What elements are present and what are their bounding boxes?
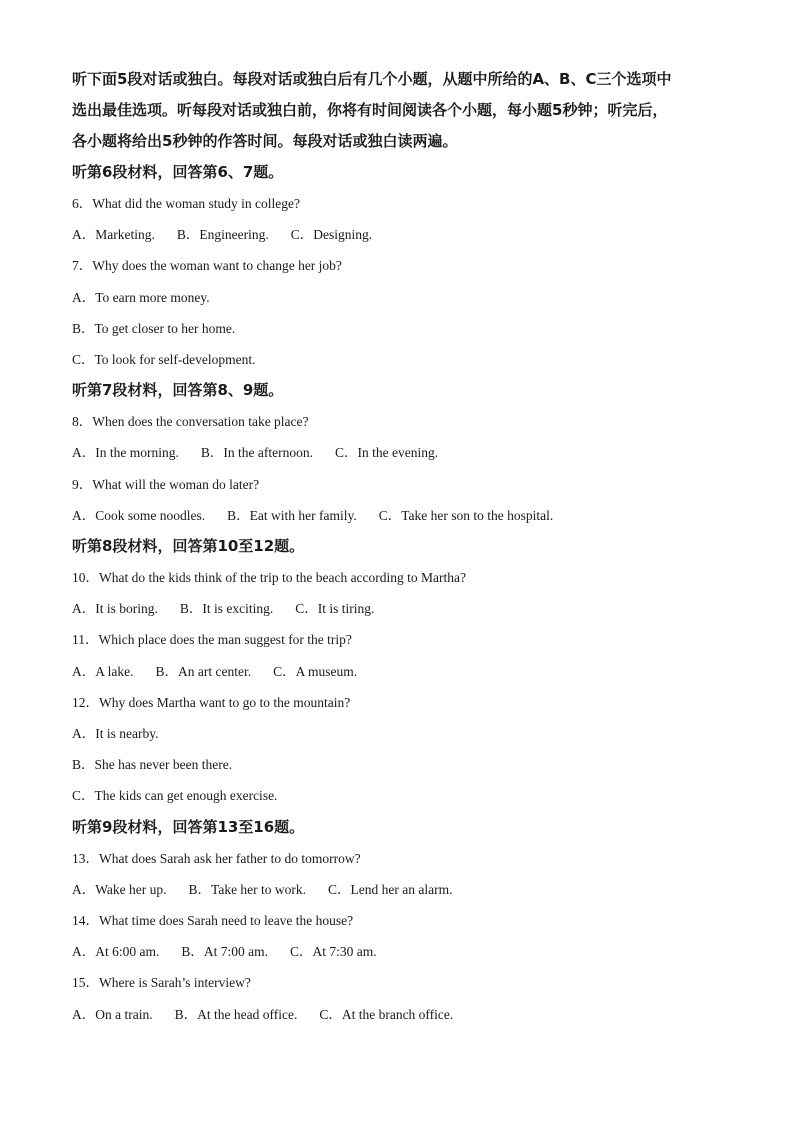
question-list xyxy=(72,157,732,1030)
answer-option[interactable]: C．It is tiring. xyxy=(295,601,375,617)
question-text: 11．Which place does the man suggest for the trip? xyxy=(72,632,352,648)
answer-option[interactable]: B．At the head office. xyxy=(174,1006,298,1022)
answer-option[interactable]: A．A lake. xyxy=(72,663,134,679)
answer-option[interactable]: B．Engineering. xyxy=(176,227,269,243)
section-heading: 听第9段材料，回答第13至16题。 xyxy=(72,817,305,836)
section-heading: 听第8段材料，回答第10至12题。 xyxy=(72,537,305,556)
question-text: 15．Where is Sarah’s interview? xyxy=(72,975,251,991)
answer-option[interactable]: A．It is boring. xyxy=(72,601,158,617)
question-text: 8．When does the conversation take place? xyxy=(72,414,309,430)
answer-option[interactable]: B．She has never been there. xyxy=(72,757,233,773)
answer-option[interactable]: C．At the branch office. xyxy=(319,1006,454,1022)
section-heading: 听第7段材料，回答第8、9题。 xyxy=(72,381,284,400)
answer-option[interactable]: B．Take her to work. xyxy=(188,881,307,897)
answer-option[interactable]: B．It is exciting. xyxy=(179,601,274,617)
options-row xyxy=(72,593,732,624)
answer-option[interactable]: A．At 6:00 am. xyxy=(72,944,160,960)
answer-option[interactable]: C．To look for self-development. xyxy=(72,352,256,368)
options-row xyxy=(72,437,732,468)
answer-option[interactable]: C．A museum. xyxy=(273,663,358,679)
answer-option[interactable]: B．Eat with her family. xyxy=(227,507,357,523)
instructions-line-3: 各小题将给出5秒钟的作答时间。每段对话或独白读两遍。 xyxy=(72,132,458,150)
answer-option[interactable]: A．It is nearby. xyxy=(72,726,159,742)
question-text: 14．What time does Sarah need to leave the house? xyxy=(72,913,354,929)
answer-option[interactable]: A．To earn more money. xyxy=(72,289,210,305)
answer-option[interactable]: A．In the morning. xyxy=(72,445,179,461)
answer-option[interactable]: C．Designing. xyxy=(290,227,373,243)
question-text: 10．What do the kids think of the trip to the beach according to Martha? xyxy=(72,570,467,586)
answer-option[interactable]: A．On a train. xyxy=(72,1006,153,1022)
answer-option[interactable]: B．To get closer to her home. xyxy=(72,320,236,336)
answer-option[interactable]: C．Lend her an alarm. xyxy=(328,881,453,897)
instructions-line-2: 选出最佳选项。听每段对话或独白前，你将有时间阅读各个小题，每小题5秒钟；听完后， xyxy=(72,101,668,119)
options-row xyxy=(72,219,732,250)
answer-option[interactable]: A．Marketing. xyxy=(72,227,155,243)
options-row xyxy=(72,874,732,905)
question-text: 13．What does Sarah ask her father to do tomorrow? xyxy=(72,850,361,866)
answer-option[interactable]: C．At 7:30 am. xyxy=(290,944,377,960)
answer-option[interactable]: C．In the evening. xyxy=(334,445,439,461)
question-text: 7．Why does the woman want to change her job? xyxy=(72,258,342,274)
question-text: 12．Why does Martha want to go to the mountain? xyxy=(72,694,351,710)
answer-option[interactable]: B．In the afternoon. xyxy=(200,445,313,461)
answer-option[interactable]: C．The kids can get enough exercise. xyxy=(72,788,278,804)
answer-option[interactable]: A．Wake her up. xyxy=(72,881,167,897)
answer-option[interactable]: C．Take her son to the hospital. xyxy=(378,507,554,523)
answer-option[interactable]: B．An art center. xyxy=(155,663,252,679)
options-row xyxy=(72,656,732,687)
instructions-line-1: 听下面5段对话或独白。每段对话或独白后有几个小题，从题中所给的A、B、C三个选项中 xyxy=(72,70,672,88)
section-heading: 听第6段材料，回答第6、7题。 xyxy=(72,163,284,181)
options-row xyxy=(72,999,732,1030)
options-row xyxy=(72,936,732,967)
question-text: 9．What will the woman do later? xyxy=(72,476,260,492)
answer-option[interactable]: B．At 7:00 am. xyxy=(181,944,268,960)
options-row xyxy=(72,500,732,531)
answer-option[interactable]: A．Cook some noodles. xyxy=(72,507,206,523)
question-text: 6．What did the woman study in college? xyxy=(72,196,300,211)
document-page xyxy=(72,64,732,1030)
